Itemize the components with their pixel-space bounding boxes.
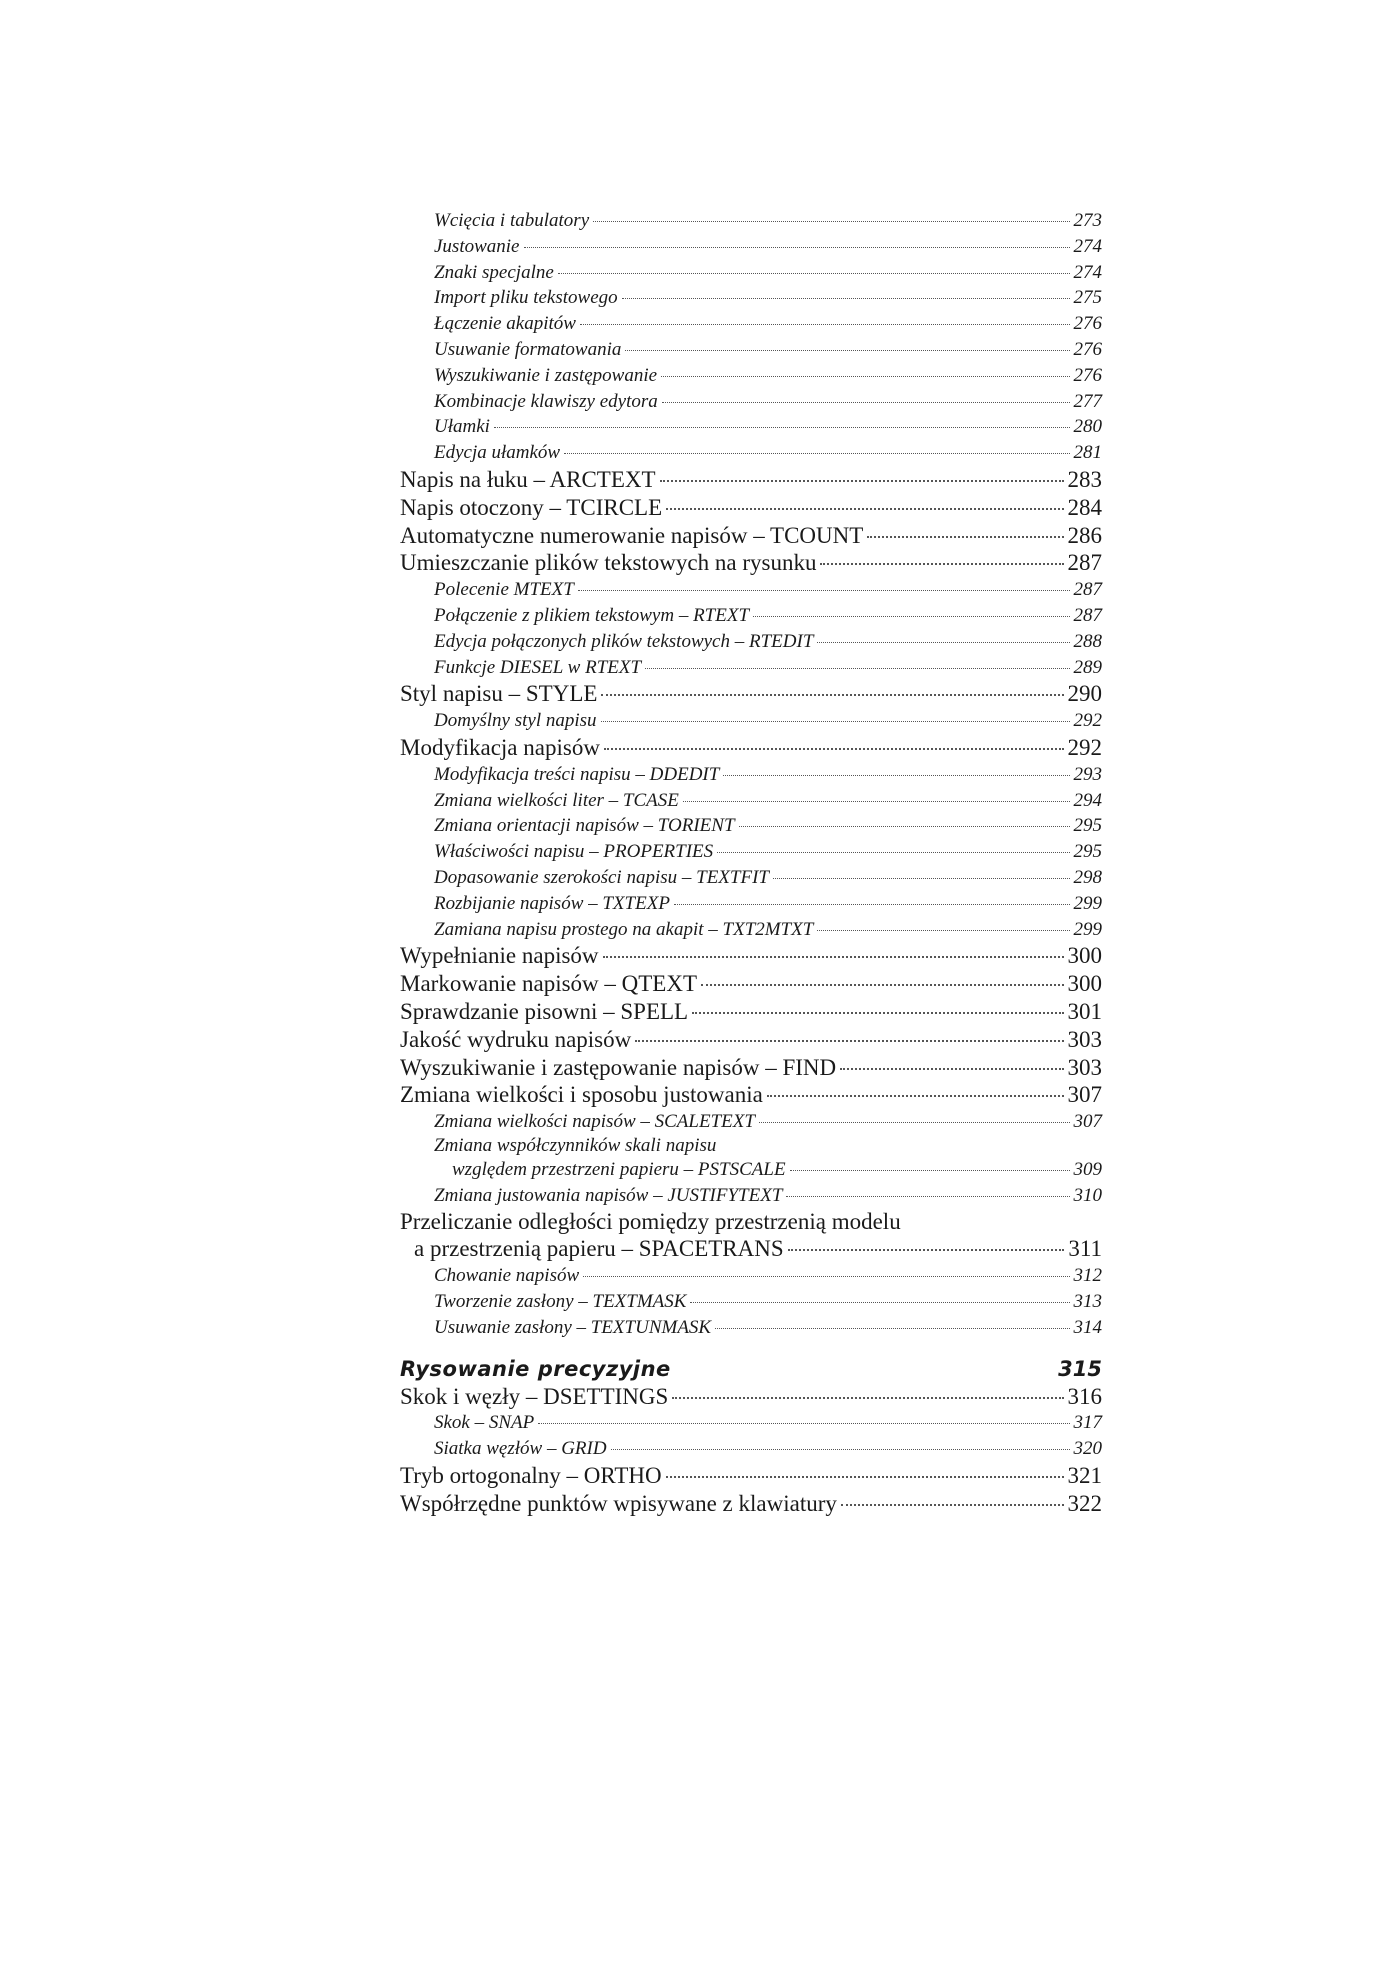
toc-page-number: 295 [1073, 841, 1102, 863]
toc-entry-title: Ułamki [434, 416, 490, 438]
toc-entry-continuation [400, 1235, 1102, 1263]
dot-leader [583, 1276, 1069, 1277]
dot-leader [538, 1423, 1069, 1424]
dot-leader [759, 1122, 1070, 1123]
dot-leader [739, 826, 1070, 827]
toc-entry [400, 998, 1102, 1026]
dot-leader [817, 642, 1069, 643]
toc-page-number: 283 [1067, 466, 1102, 492]
toc-page-number: 276 [1073, 313, 1102, 335]
dot-leader [790, 1170, 1070, 1171]
dot-leader [715, 1328, 1069, 1329]
toc-subentry [400, 260, 1102, 286]
toc-subentry [400, 839, 1102, 865]
toc-page-number: 303 [1067, 1026, 1102, 1052]
dot-leader [645, 668, 1069, 669]
dot-leader [717, 852, 1069, 853]
dot-leader [580, 324, 1070, 325]
toc-entry-title: Zmiana wielkości napisów – SCALETEXT [434, 1111, 755, 1133]
dot-leader [767, 1095, 1064, 1097]
toc-entry-title: Zmiana justowania napisów – JUSTIFYTEXT [434, 1184, 783, 1206]
dot-leader [840, 1068, 1063, 1070]
toc-page-number: 284 [1067, 494, 1102, 520]
dot-leader [578, 590, 1070, 591]
toc-entry-title: Justowanie [434, 235, 520, 257]
toc-page-number: 274 [1073, 235, 1102, 257]
toc-entry-title: Napis otoczony – TCIRCLE [400, 494, 663, 520]
toc-entry-title: Modyfikacja treści napisu – DDEDIT [434, 763, 720, 785]
toc-page-number: 274 [1073, 261, 1102, 283]
toc-page-number: 292 [1073, 710, 1102, 732]
toc-entry [400, 1026, 1102, 1054]
toc-entry-title: Automatyczne numerowanie napisów – TCOUNT [400, 522, 864, 548]
toc-page-number: 275 [1073, 287, 1102, 309]
toc-entry-title: Funkcje DIESEL w RTEXT [434, 656, 642, 678]
toc-page-number: 292 [1067, 734, 1102, 760]
chapter-page-number: 315 [1058, 1356, 1102, 1381]
toc-entry [400, 549, 1102, 577]
toc-page-number: 287 [1073, 579, 1102, 601]
dot-leader [494, 427, 1070, 428]
dot-leader [723, 775, 1069, 776]
dot-leader [692, 1012, 1063, 1014]
toc-subentry [400, 629, 1102, 655]
toc-entry [400, 494, 1102, 522]
toc-page-number: 287 [1067, 550, 1102, 576]
toc-entry-title: Skok i węzły – DSETTINGS [400, 1383, 669, 1409]
toc-page-number: 301 [1067, 998, 1102, 1024]
toc-subentry [400, 1410, 1102, 1436]
toc-page-number: 273 [1073, 210, 1102, 231]
toc-page-number: 276 [1073, 364, 1102, 386]
toc-subentry [400, 414, 1102, 440]
toc-entry-first-line: Przeliczanie odległości pomiędzy przestrzenią modelu [400, 1209, 901, 1235]
dot-leader [611, 1449, 1070, 1450]
toc-page-number: 288 [1073, 630, 1102, 652]
toc-page-number: 293 [1073, 763, 1102, 785]
toc-entry-title: Skok – SNAP [434, 1412, 535, 1434]
toc-entry-title: Jakość wydruku napisów [400, 1026, 632, 1052]
toc-entry-title: Zamiana napisu prostego na akapit – TXT2MTXT [434, 918, 814, 940]
toc-entry-title: Dopasowanie szerokości napisu – TEXTFIT [434, 866, 769, 888]
toc-subentry [400, 1315, 1102, 1341]
dot-leader [666, 1476, 1064, 1478]
toc-subentry [400, 1289, 1102, 1315]
toc-subentry [400, 708, 1102, 734]
toc-subentry [400, 285, 1102, 311]
toc-entry-title: Usuwanie zasłony – TEXTUNMASK [434, 1316, 712, 1338]
toc-entry-title: Styl napisu – STYLE [400, 681, 598, 707]
toc-entry-title: Napis na łuku – ARCTEXT [400, 466, 656, 492]
toc-entry-title: względem przestrzeni papieru – PSTSCALE [452, 1158, 786, 1180]
toc-entry [400, 942, 1102, 970]
toc-entry-title: Zmiana wielkości i sposobu justowania [400, 1082, 763, 1108]
toc-entry-title: Tryb ortogonalny – ORTHO [400, 1463, 662, 1489]
dot-leader [666, 508, 1063, 510]
toc-entry [400, 1081, 1102, 1109]
table-of-contents [400, 208, 1102, 1518]
toc-subentry [400, 577, 1102, 603]
toc-page-number: 303 [1067, 1054, 1102, 1080]
dot-leader [683, 801, 1070, 802]
dot-leader [841, 1504, 1064, 1506]
toc-page-number: 311 [1068, 1236, 1102, 1262]
dot-leader [593, 221, 1069, 222]
toc-entry-title: Wyszukiwanie i zastępowanie napisów – FIND [400, 1054, 837, 1080]
toc-page-number: 312 [1073, 1265, 1102, 1287]
toc-page-number: 290 [1067, 681, 1102, 707]
toc-entry-title: a przestrzenią papieru – SPACETRANS [414, 1236, 784, 1262]
toc-subentry [400, 788, 1102, 814]
toc-entry-title: Rozbijanie napisów – TXTEXP [434, 892, 670, 914]
toc-entry-title: Zmiana wielkości liter – TCASE [434, 789, 679, 811]
toc-entry-title: Domyślny styl napisu [434, 710, 597, 732]
toc-subentry [400, 337, 1102, 363]
dot-leader [786, 1196, 1069, 1197]
toc-page-number: 289 [1073, 656, 1102, 678]
toc-page-number: 295 [1073, 815, 1102, 837]
dot-leader [788, 1249, 1065, 1251]
toc-entry-title: Edycja połączonych plików tekstowych – RTEDIT [434, 630, 814, 652]
toc-page-number: 294 [1073, 789, 1102, 811]
toc-page-number: 299 [1073, 892, 1102, 914]
toc-page-number: 281 [1073, 442, 1102, 464]
toc-entry-title: Znaki specjalne [434, 261, 554, 283]
toc-subentry [400, 389, 1102, 415]
dot-leader [773, 878, 1070, 879]
toc-subentry [400, 813, 1102, 839]
toc-subentry [400, 1436, 1102, 1462]
toc-subentry [400, 363, 1102, 389]
toc-entry-title: Wcięcia i tabulatory [434, 210, 590, 231]
toc-page-number: 277 [1073, 390, 1102, 412]
toc-page-number: 300 [1067, 971, 1102, 997]
toc-entry-title: Kombinacje klawiszy edytora [434, 390, 658, 412]
toc-entry-title: Umieszczanie plików tekstowych na rysunku [400, 550, 817, 576]
toc-entry [400, 1054, 1102, 1082]
dot-leader [820, 563, 1063, 565]
toc-subentry [400, 762, 1102, 788]
toc-subentry [400, 234, 1102, 260]
toc-entry-title: Siatka węzłów – GRID [434, 1438, 607, 1460]
toc-entry-title: Polecenie MTEXT [434, 579, 574, 601]
toc-subentry [400, 208, 1102, 234]
toc-subentry [400, 1183, 1102, 1209]
toc-subentry-first-line: Zmiana współczynników skali napisu [434, 1134, 717, 1156]
toc-entry-title: Współrzędne punktów wpisywane z klawiatury [400, 1490, 837, 1516]
toc-entry-title: Łączenie akapitów [434, 313, 576, 335]
toc-entry [400, 1462, 1102, 1490]
toc-subentry [400, 865, 1102, 891]
toc-entry-title: Wypełnianie napisów [400, 943, 599, 969]
toc-entry-title: Połączenie z plikiem tekstowym – RTEXT [434, 604, 750, 626]
toc-entry [400, 680, 1102, 708]
dot-leader [867, 536, 1063, 538]
dot-leader [662, 402, 1070, 403]
toc-page-number: 307 [1073, 1111, 1102, 1133]
toc-subentry [400, 603, 1102, 629]
dot-leader [672, 1397, 1063, 1399]
dot-leader [601, 721, 1070, 722]
toc-subentry [400, 1109, 1102, 1135]
toc-page-number: 286 [1067, 522, 1102, 548]
toc-entry [400, 734, 1102, 762]
toc-page-number: 309 [1073, 1158, 1102, 1180]
toc-entry [400, 466, 1102, 494]
dot-leader [604, 748, 1064, 750]
toc-page-number: 287 [1073, 604, 1102, 626]
toc-page-number: 320 [1073, 1438, 1102, 1460]
dot-leader [817, 930, 1069, 931]
toc-page-number: 316 [1067, 1383, 1102, 1409]
toc-subentry [400, 891, 1102, 917]
toc-page-number: 317 [1073, 1412, 1102, 1434]
toc-entry-title: Chowanie napisów [434, 1265, 580, 1287]
dot-leader [661, 376, 1069, 377]
dot-leader [660, 480, 1064, 482]
toc-entry-title: Sprawdzanie pisowni – SPELL [400, 998, 689, 1024]
toc-entry-title: Tworzenie zasłony – TEXTMASK [434, 1291, 687, 1313]
dot-leader [635, 1040, 1063, 1042]
toc-entry-title: Właściwości napisu – PROPERTIES [434, 841, 714, 863]
dot-leader [603, 956, 1064, 958]
dot-leader [701, 984, 1063, 986]
dot-leader [674, 904, 1070, 905]
dot-leader [690, 1302, 1069, 1303]
toc-entry-title: Modyfikacja napisów [400, 734, 600, 760]
toc-subentry [400, 917, 1102, 943]
toc-subentry [400, 440, 1102, 466]
toc-entry [400, 1490, 1102, 1518]
toc-chapter-heading [400, 1355, 1102, 1383]
toc-entry-title: Markowanie napisów – QTEXT [400, 971, 698, 997]
toc-page-number: 313 [1073, 1291, 1102, 1313]
toc-page-number: 322 [1067, 1490, 1102, 1516]
toc-page-number: 310 [1073, 1184, 1102, 1206]
dot-leader [558, 273, 1070, 274]
toc-page-number: 298 [1073, 866, 1102, 888]
dot-leader [622, 298, 1070, 299]
toc-page-number: 321 [1067, 1463, 1102, 1489]
toc-entry-title: Edycja ułamków [434, 442, 561, 464]
dot-leader [625, 350, 1069, 351]
toc-entry [400, 1383, 1102, 1411]
toc-entry-title: Wyszukiwanie i zastępowanie [434, 364, 658, 386]
toc-page-number: 276 [1073, 338, 1102, 360]
toc-subentry [400, 1263, 1102, 1289]
toc-entry-title: Zmiana orientacji napisów – TORIENT [434, 815, 735, 837]
chapter-title: Rysowanie precyzyjne [400, 1356, 671, 1381]
dot-leader [753, 616, 1069, 617]
toc-page-number: 299 [1073, 918, 1102, 940]
toc-page-number: 307 [1067, 1082, 1102, 1108]
dot-leader [524, 247, 1070, 248]
toc-subentry-continuation [400, 1157, 1102, 1183]
toc-page-number: 300 [1067, 943, 1102, 969]
toc-entry [400, 970, 1102, 998]
dot-leader [564, 453, 1069, 454]
toc-entry-title: Import pliku tekstowego [434, 287, 618, 309]
dot-leader [601, 694, 1063, 696]
toc-subentry [400, 655, 1102, 681]
toc-entry [400, 522, 1102, 550]
toc-subentry [400, 311, 1102, 337]
toc-page-number: 280 [1073, 416, 1102, 438]
toc-page-number: 314 [1073, 1316, 1102, 1338]
toc-entry-title: Usuwanie formatowania [434, 338, 622, 360]
